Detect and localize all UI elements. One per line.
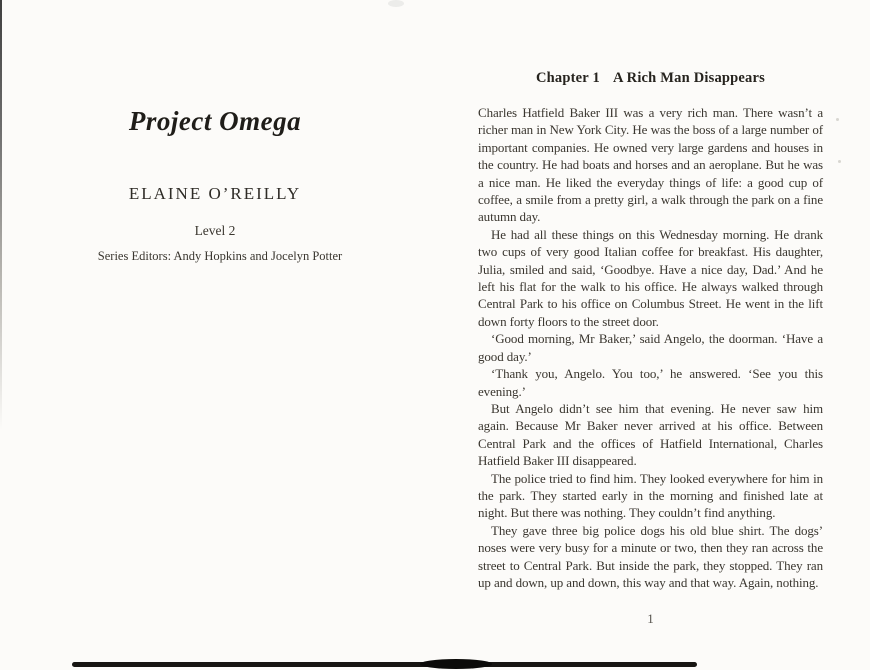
book-author: ELAINE O’REILLY	[128, 184, 302, 203]
body-paragraph: He had all these things on this Wednesday morning. He drank two cups of very good Italian coffee for breakfast. His daughter, Julia, smiled and said, ‘Goodbye. Have a nice day, Dad.’ And he left his flat for the walk to his office. He always walked through Central Park to his office on Columbus Street. He went in the lift down forty floors to the street door.	[478, 226, 823, 329]
body-paragraph: ‘Thank you, Angelo. You too,’ he answered. ‘See you this evening.’	[478, 366, 823, 399]
scan-artifact-bottom-band	[72, 662, 697, 667]
scan-artifact-top-smudge	[388, 0, 404, 7]
page-number: 1	[647, 611, 654, 626]
chapter-heading	[478, 70, 823, 87]
right-chapter-page	[478, 70, 823, 591]
chapter-body	[478, 104, 823, 591]
body-paragraph: ‘Good morning, Mr Baker,’ said Angelo, the doorman. ‘Have a good day.’	[478, 331, 823, 364]
scan-artifact-speck	[836, 118, 839, 121]
body-paragraph: They gave three big police dogs his old blue shirt. The dogs’ noses were very busy for a minute or two, then they ran across the street to Central Park. But inside the park, they stopped. They ran up and down, up and down, this way and that way. Again, nothing.	[478, 522, 823, 590]
series-editors: Series Editors: Andy Hopkins and Jocelyn Potter	[97, 249, 343, 263]
scan-artifact-left-edge	[0, 0, 2, 430]
body-paragraph: Charles Hatfield Baker III was a very rich man. There wasn’t a richer man in New York City. He was the boss of a large number of important companies. He owned very large gardens and houses in the country. He had boats and horses and an aeroplane. But he was a nice man. He liked the everyday things of life: a good cup of coffee, a smile from a pretty girl, a walk through the park on a fine autumn day.	[478, 105, 823, 225]
chapter-number: Chapter 1	[535, 70, 600, 86]
body-paragraph: But Angelo didn’t see him that evening. He never saw him again. Because Mr Baker never arrived at his office. Between Central Park and the offices of Hatfield International, Charles Hatfield Baker III disappeared.	[478, 400, 823, 469]
book-title: Project Omega	[128, 106, 302, 136]
body-paragraph: The police tried to find him. They looked everywhere for him in the park. They started early in the morning and finished late at night. But there was nothing. They couldn’t find anything.	[478, 470, 823, 521]
scan-artifact-speck	[838, 160, 841, 163]
chapter-title: A Rich Man Disappears	[612, 70, 765, 86]
book-level: Level 2	[194, 223, 236, 238]
